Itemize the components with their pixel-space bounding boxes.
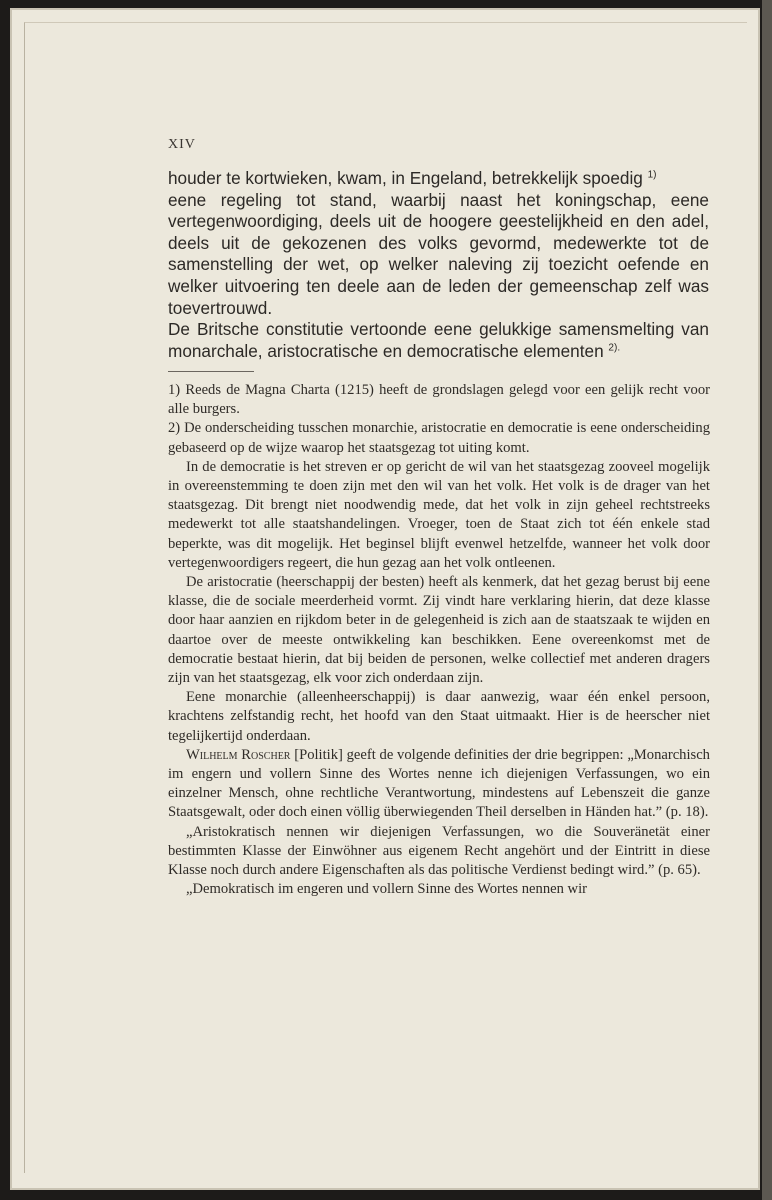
footnote-ref-2: 2). [608, 342, 621, 354]
main-paragraph-3-text: De Britsche constitutie vertoonde eene gelukkige samensmelting van monarchale, aristocratische en democratische elementen [168, 319, 709, 361]
footnotes [168, 381, 710, 899]
footnote-demokratisch: „Demokratisch im engeren und vollern Sinne des Wortes nennen wir [186, 881, 587, 898]
page-number: XIV [168, 137, 196, 152]
author-name: Wilhelm Roscher [186, 746, 291, 763]
footnote-divider [168, 371, 254, 372]
main-paragraph-2: eene regeling tot stand, waarbij naast het koningschap, eene vertegenwoordiging, deels uit de hoogere geestelijkheid en den adel, deels uit de gekozenen des volks gevormd, medewerkte tot de samenstelling der wet, op welker naleving zij toezicht oefende en welker uitvoering ten deele aan de leden der gemeenschap zelf was toevertrouwd. [168, 189, 709, 318]
footnote-democratie: In de democratie is het streven er op gericht de wil van het staatsgezag zooveel mogelijk in overeenstemming te doen zijn met den wil van het volk. Het volk is de drager van het staatsgezag. Dit brengt niet noodwendig mede, dat het volk in zijn geheel rechtstreeks medewerkt tot alle staatshandelingen. Vroeger, toen de Staat zich tot één enkele stad beperkte, was dit mogelijk. Het beginsel blijft evenwel hetzelfde, wanneer het volk door vertegenwoordigers regeert, die hun gezag aan het volk ontleenen. [168, 458, 710, 571]
footnote-ref-1: 1) [647, 169, 657, 181]
footnote-aristocratie: De aristocratie (heerschappij der besten) heeft als kenmerk, dat het gezag berust bij eene klasse, die de sociale meerderheid vormt. Zij vindt hare verklaring hierin, dat deze klasse door haar aanzien en rijkdom beter in de gelegenheid is zich aan de staatszaak te wijden en daartoe over de meeste ontwikkeling kan beschikken. Eene overeenkomst met de democratie bestaat hierin, dat bij beiden de personen, welke collectief met anderen dragers zijn van het staatsgezag, elk voor zich onderdaan zijn. [168, 574, 710, 687]
main-text [168, 168, 709, 362]
main-line-1: houder te kortwieken, kwam, in Engeland, betrekkelijk spoedig [168, 168, 643, 188]
page-edge [762, 0, 772, 1200]
main-paragraph-3 [168, 319, 709, 362]
footnote-aristokratisch: „Aristokratisch nennen wir diejenigen Verfassungen, wo die Souveränetät einer bestimmten Klasse der Einwöhner aus eigenem Recht angehört und der Eintritt in diese Klasse noch durch andere Eigenschaften als das politische Verdienst bedingt wird.” (p. 65). [168, 823, 710, 879]
footnote-2: 2) De onderscheiding tusschen monarchie, aristocratie en democratie is eene onderscheiding gebaseerd op de wijze waarop het staatsgezag tot uiting komt. [168, 420, 710, 456]
roscher-quote: [Politik] geeft de volgende definities der drie begrippen: „Monarchisch im engern und vollern Sinne des Wortes nenne ich diejenigen Verfassungen, wo ein einzelner Mensch, ohne rechtliche Verantwortung, mindestens auf Lebenszeit die ganze Staatsgewalt, oder doch einen völlig überwiegenden Theil derselben in Händen hat.” (p. 18). [168, 746, 710, 821]
footnote-monarchie: Eene monarchie (alleenheerschappij) is daar aanwezig, waar één enkel persoon, krachtens zelfstandig recht, het hoofd van den Staat uitmaakt. Hier is de heerscher niet tegelijkertijd onderdaan. [168, 689, 710, 744]
footnote-roscher [168, 746, 710, 823]
footnote-1: 1) Reeds de Magna Charta (1215) heeft de grondslagen gelegd voor een gelijk recht voor alle burgers. [168, 382, 710, 418]
main-paragraph-1 [168, 168, 709, 190]
